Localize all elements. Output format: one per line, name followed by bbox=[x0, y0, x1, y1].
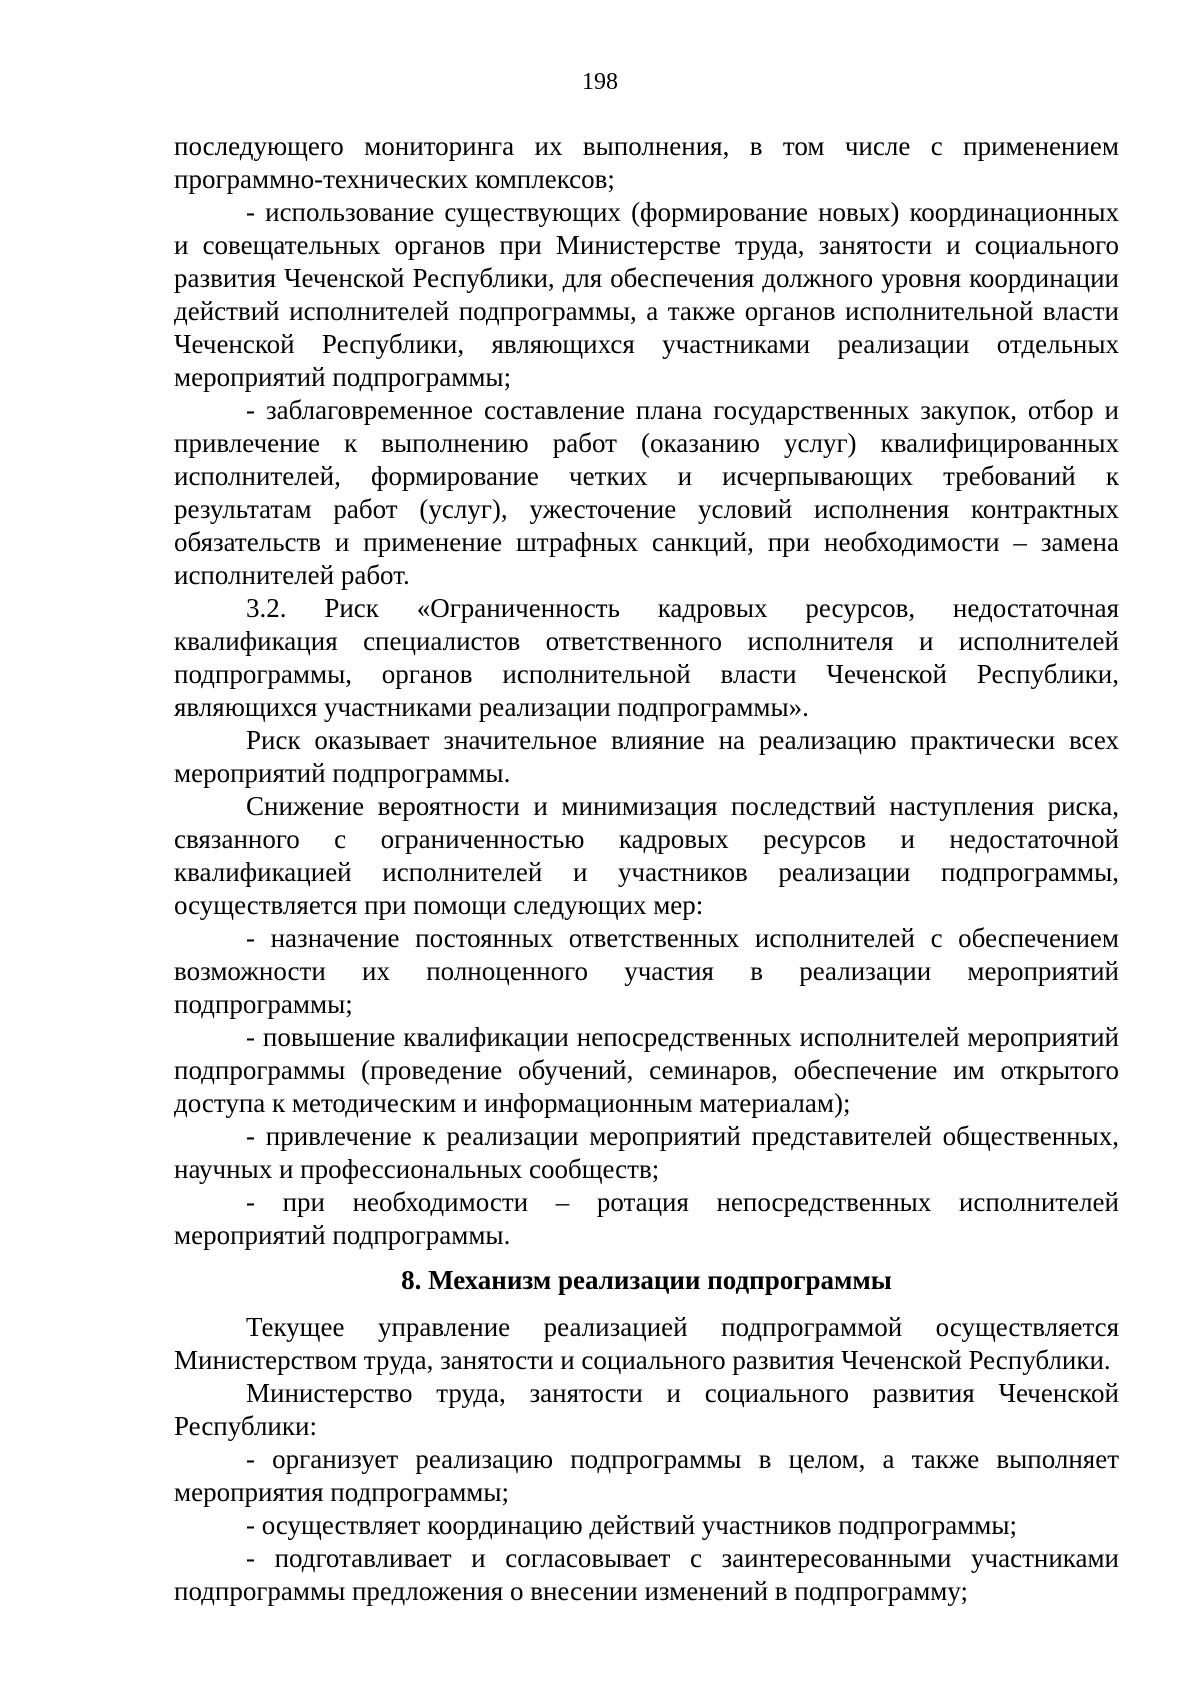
paragraph: Министерство труда, занятости и социального развития Чеченской Республики: bbox=[174, 1378, 1119, 1441]
paragraph: Риск оказывает значительное влияние на реализацию практически всех мероприятий подпрограммы. bbox=[174, 725, 1119, 788]
list-item: - использование существующих (формирование новых) координационных и совещательных органов при Министерстве труда, занятости и социального развития Чеченской Республики, для обеспечения должного уровня координации действий исполнителей подпрограммы, а также органов исполнительной власти Чеченской Республики, являющихся участниками реализации отдельных мероприятий подпрограммы; bbox=[174, 197, 1119, 392]
list-item: - повышение квалификации непосредственных исполнителей мероприятий подпрограммы (проведение обучений, семинаров, обеспечение им открытого доступа к методическим и информационным материалам); bbox=[174, 1022, 1119, 1118]
list-item: - при необходимости – ротация непосредственных исполнителей мероприятий подпрограммы. bbox=[174, 1187, 1119, 1250]
document-body bbox=[174, 130, 1119, 1608]
list-item: - подготавливает и согласовывает с заинтересованными участниками подпрограммы предложения о внесении изменений в подпрограмму; bbox=[174, 1543, 1119, 1606]
paragraph: последующего мониторинга их выполнения, в том числе с применением программно-технических комплексов; bbox=[174, 131, 1119, 194]
list-item: - привлечение к реализации мероприятий представителей общественных, научных и профессиональных сообществ; bbox=[174, 1121, 1119, 1184]
list-item: - заблаговременное составление плана государственных закупок, отбор и привлечение к выполнению работ (оказанию услуг) квалифицированных исполнителей, формирование четких и исчерпывающих требований к результатам работ (услуг), ужесточение условий исполнения контрактных обязательств и применение штрафных санкций, при необходимости – замена исполнителей работ. bbox=[174, 395, 1119, 590]
page-number: 198 bbox=[582, 69, 618, 95]
list-item: - назначение постоянных ответственных исполнителей с обеспечением возможности их полноценного участия в реализации мероприятий подпрограммы; bbox=[174, 923, 1119, 1019]
list-item: - осуществляет координацию действий участников подпрограммы; bbox=[246, 1510, 1017, 1540]
list-item: - организует реализацию подпрограммы в целом, а также выполняет мероприятия подпрограммы; bbox=[174, 1444, 1119, 1507]
paragraph: Снижение вероятности и минимизация последствий наступления риска, связанного с ограниченностью кадровых ресурсов и недостаточной квалификацией исполнителей и участников реализации подпрограммы, осуществляется при помощи следующих мер: bbox=[174, 791, 1119, 920]
paragraph: Текущее управление реализацией подпрограммой осуществляется Министерством труда, занятости и социального развития Чеченской Республики. bbox=[174, 1312, 1119, 1375]
paragraph: 3.2. Риск «Ограниченность кадровых ресурсов, недостаточная квалификация специалистов ответственного исполнителя и исполнителей подпрограммы, органов исполнительной власти Чеченской Республики, являющихся участниками реализации подпрограммы». bbox=[174, 593, 1119, 722]
section-heading: 8. Механизм реализации подпрограммы bbox=[401, 1265, 892, 1295]
